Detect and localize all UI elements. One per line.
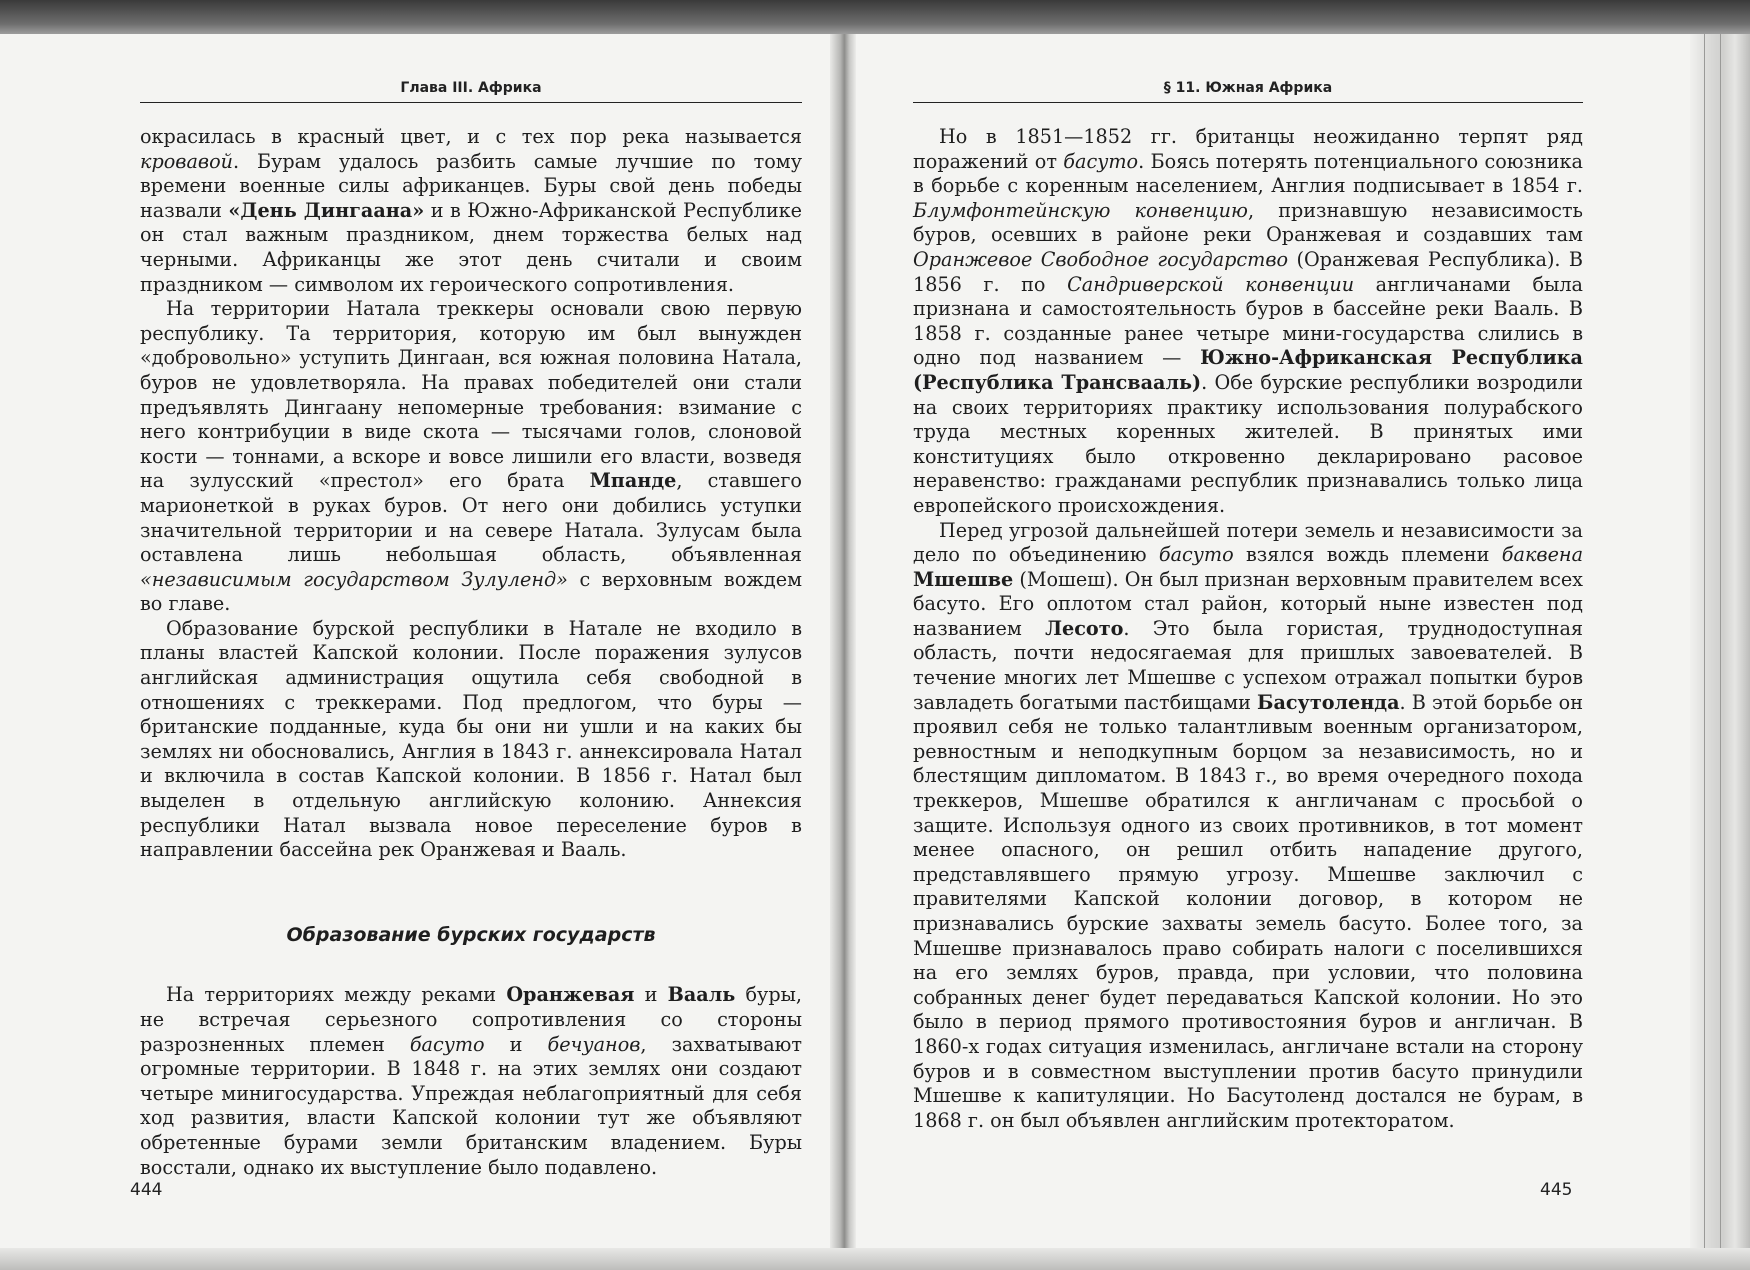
text-run: Перед угрозой дальнейшей потери земель и независимости за дело по объединению	[913, 518, 1583, 567]
text-run: буры, не встречая серьезного сопротивления со стороны разрозненных племен	[140, 983, 802, 1056]
italic-term: баквена	[1501, 543, 1584, 567]
text-run: , захватывают огромные территории. В 1848 г. на этих землях они создают четыре минигосударства. Упреждая неблагоприятный для себя ход развития, власти Капской колонии тут же объявляют обретенные бурами земли британским владением. Буры восстали, однако их выступление было подавлено.	[140, 1032, 802, 1179]
page-edges-bottom	[0, 1248, 1750, 1270]
text-run: . Это была гористая, труднодоступная область, почти недосягаемая для пришлых завоевателей. В течение многих лет Мшешве с успехом отражал попытки буров завладеть богатыми пастбищами	[913, 616, 1583, 714]
bold-term: Лесото	[1045, 616, 1124, 640]
paragraph	[140, 617, 802, 863]
text-run: с верховным вождем во главе.	[140, 567, 802, 616]
italic-term: кровавой	[140, 149, 233, 173]
right-page-body	[913, 125, 1583, 1133]
text-run: окрасилась в красный цвет, и с тех пор река называется	[140, 125, 802, 148]
page-number-left: 444	[130, 1180, 163, 1200]
paragraph	[140, 297, 802, 617]
text-run: и	[484, 1032, 548, 1056]
paragraph	[140, 983, 802, 1180]
text-run: На территории Натала треккеры основали свою первую республику. Та территория, которую им был вынужден «добровольно» уступить Дингаан, вся южная половина Натала, буров не удовлетворяла. На правах победителей они стали предъявлять Дингаану непомерные требования: взимание с него контрибуции в виде скота — тысячами голов, слоновой кости — тоннами, а вскоре и вовсе лишили его власти, возведя на зулусский «престол» его брата	[140, 297, 802, 493]
page-number-right: 445	[1540, 1180, 1573, 1200]
bold-term: «День Дингаана»	[228, 198, 425, 222]
italic-term: Блумфонтейнскую конвенцию	[913, 198, 1248, 222]
paragraph	[140, 125, 802, 297]
italic-term: бечуанов	[547, 1032, 641, 1056]
text-run: Но в 1851—1852 гг. британцы неожиданно терпят ряд поражений от	[913, 125, 1583, 173]
italic-term: «независимым государством Зулуленд»	[140, 567, 568, 591]
bold-term: Южно-Африканская Республика (Республика Трансвааль)	[913, 346, 1583, 394]
italic-term: басуто	[1158, 543, 1234, 567]
text-run: , ставшего марионеткой в руках буров. От него они добились уступки значительной территории и на севере Натала. Зулусам была оставлена лишь небольшая область, объявленная	[140, 469, 802, 567]
bold-term: Мпанде	[589, 469, 677, 493]
text-run: . В этой борьбе он проявил себя не только талантливым военным организатором, ревностным и неподкупным борцом за независимость, но и блестящим дипломатом. В 1843 г., во время очередного похода треккеров, Мшешве обратился к англичанам с просьбой о защите. Используя одного из своих противников, в тот момент менее опасного, он решил отбить нападение другого, представлявшего прямую угрозу. Мшешве заключил с правителями Капской колонии договор, в котором не признавались бурские захваты земель басуто. Более того, за Мшешве признавалось право собирать налоги с поселившихся на его землях буров, правда, при условии, что половина собранных денег будет передаваться Капской колонии. Но это было в период прямого противостояния буров и англичан. В 1860-х годах ситуация изменилась, англичане встали на сторону буров и в совместном выступлении против басуто принудили Мшешве к капитуляции. Но Басутоленд достался не бурам, в 1868 г. он был объявлен английским протекторатом.	[913, 690, 1583, 1132]
paragraph	[913, 519, 1583, 1134]
text-run: англичанами была признана и самостоятельность буров в бассейне реки Вааль. В 1858 г. созданные ранее четыре мини-государства слились в одно под названием —	[913, 272, 1584, 370]
bold-term: Оранжевая	[506, 983, 635, 1007]
bold-term: Мшешве	[913, 567, 1014, 591]
text-run: , признавшую независимость буров, осевших в районе реки Оранжевая и создавших там	[913, 198, 1583, 247]
text-run: и в Южно-Африканской Республике он стал важным праздником, днем торжества белых над черными. Африканцы же этот день считали и своим праздником — символом их героического сопротивления.	[140, 198, 803, 296]
right-page	[913, 80, 1583, 1133]
italic-term: басуто	[1063, 149, 1139, 173]
text-run: На территориях между реками	[166, 983, 507, 1007]
running-header-left: Глава III. Африка	[140, 80, 802, 103]
text-run: . Обе бурские республики возродили на своих территориях практику использования полурабского труда местных коренных жителей. В принятых ими конституциях было откровенно декларировано расовое неравенство: гражданами республик признавались только лица европейского происхождения.	[913, 370, 1583, 517]
book-gutter	[830, 34, 856, 1270]
text-run: (Оранжевая Республика). В 1856 г. по	[913, 247, 1583, 296]
section-title: Образование бурских государств	[286, 923, 656, 946]
running-header-right: § 11. Южная Африка	[913, 80, 1583, 103]
text-run: взялся вождь племени	[1233, 543, 1502, 567]
left-page	[140, 80, 802, 1180]
italic-term: басуто	[409, 1032, 485, 1056]
text-run: (Мошеш). Он был признан верховным правителем всех басуто. Его оплотом стал район, который ныне известен под названием	[913, 567, 1583, 640]
bold-term: Басутоленда	[1257, 690, 1400, 714]
paragraph	[913, 125, 1583, 519]
text-run: . Бурам удалось разбить самые лучшие по тому времени военные силы африканцев. Буры свой день победы назвали	[140, 149, 802, 222]
page-edges-right	[1690, 34, 1750, 1270]
left-page-body	[140, 125, 802, 1180]
text-run: и	[634, 983, 668, 1007]
italic-term: Оранжевое Свободное государство	[913, 247, 1289, 271]
text-run: Образование бурской республики в Натале не входило в планы властей Капской колонии. После поражения зулусов английская администрация ощутила себя свободной в отношениях с треккерами. Под предлогом, что буры — британские подданные, куда бы они ни ушли и на каких бы землях ни обосновались, Англия в 1843 г. аннексировала Натал и включила в состав Капской колонии. В 1856 г. Натал был выделен в отдельную английскую колонию. Аннексия республики Натал вызвала новое переселение буров в направлении бассейна рек Оранжевая и Вааль.	[140, 616, 802, 862]
bold-term: Вааль	[667, 983, 736, 1007]
text-run: . Боясь потерять потенциального союзника в борьбе с коренным населением, Англия подписывает в 1854 г.	[913, 149, 1583, 198]
italic-term: Сандриверской конвенции	[1067, 272, 1355, 296]
